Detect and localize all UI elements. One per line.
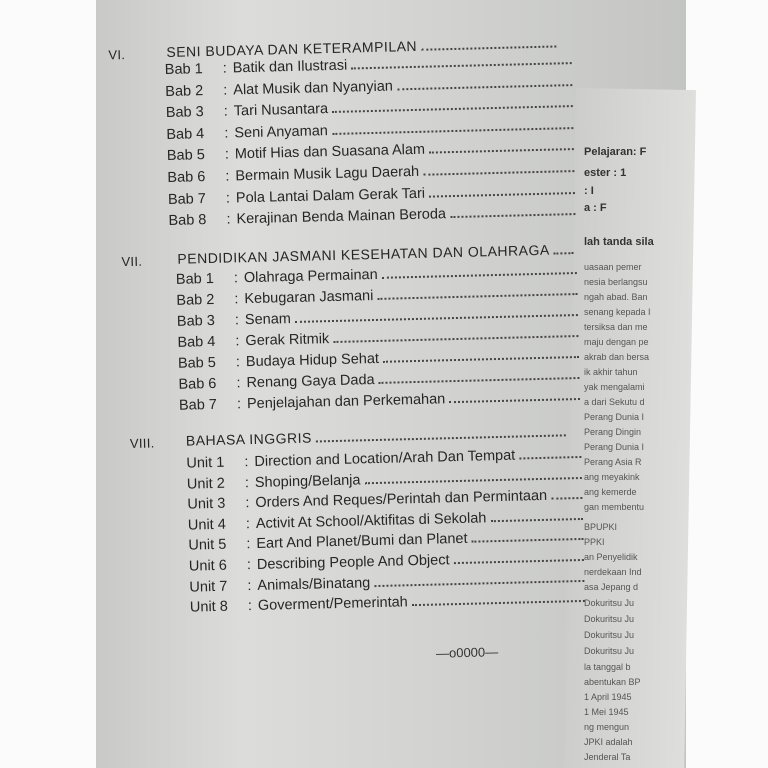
dot-leader [316,424,566,442]
page-footer-ornament: —o0000— [435,644,499,661]
toc-entry [166,117,573,143]
entry-colon: : [234,312,240,329]
dot-leader [471,528,583,543]
entry-colon: : [233,270,239,287]
adjacent-page-line: BPUPKI [584,522,618,532]
entry-title: Renang Gaya Dada [246,372,375,392]
adjacent-page-line: Perang Dunia I [584,442,645,452]
entry-code: Bab 1 [164,61,203,79]
entry-title: Senam [244,311,292,329]
adjacent-page-line: Dokuritsu Ju [584,630,635,640]
entry-colon: : [247,577,252,594]
adjacent-page-line: ngah abad. Ban [584,292,648,302]
entry-code: Bab 4 [166,125,205,143]
section-title-text: SENI BUDAYA DAN KETERAMPILAN [166,37,418,60]
toc-entry [166,95,574,121]
adjacent-page-line: la tanggal b [584,662,631,672]
adjacent-page-line: Pelajaran: F [584,146,647,158]
dot-leader [519,446,581,460]
entry-colon: : [225,168,230,185]
adjacent-page-line: 1 Mei 1945 [584,707,629,717]
adjacent-page-line: abentukan BP [584,677,641,687]
entry-colon: : [235,354,241,371]
entry-title: Gerak Ritmik [245,331,330,350]
dot-leader [383,346,579,363]
adjacent-page-line: JPKI adalah [584,737,633,747]
adjacent-page-line: Dokuritsu Ju [584,614,635,624]
adjacent-page-line: Perang Dingin [584,427,642,437]
section-number: VI. [108,47,126,63]
entry-colon: : [246,557,252,574]
entry-code: Bab 7 [178,396,218,414]
dot-leader [374,570,584,587]
adjacent-page-line: senang kepada I [584,307,651,317]
adjacent-page-line: Dokuritsu Ju [584,646,635,656]
dot-leader [412,590,585,606]
entry-title: Orders And Reques/Perintah dan Permintaan [255,488,548,512]
entry-title: Olahraga Permainan [243,266,378,287]
entry-title: Kebugaran Jasmani [244,288,374,308]
entry-title: Budaya Hidup Sehat [245,350,380,371]
entry-title: Pola Lantai Dalam Gerak Tari [235,185,426,206]
dot-leader [453,549,583,564]
entry-title: Kerajinan Benda Mainan Beroda [236,206,447,228]
adjacent-page-line: : I [584,185,594,197]
entry-code: Bab 3 [176,312,216,330]
entry-code: Bab 5 [177,354,217,372]
dot-leader [429,138,574,154]
dot-leader [295,304,578,323]
adjacent-page-line: yak mengalami [584,382,645,392]
dot-leader [429,182,575,198]
toc-entry [190,590,585,616]
toc-entry [179,388,581,414]
adjacent-page-line: Perang Dunia I [584,412,645,422]
adjacent-page-line: asa Jepang d [584,582,639,592]
entry-title: Bermain Musik Lagu Daerah [235,163,420,185]
entry-code: Bab 4 [177,333,216,351]
entry-colon: : [236,396,242,413]
entry-title: Shoping/Belanja [254,471,361,491]
adjacent-page-line: gan membentu [584,502,645,512]
entry-colon: : [225,190,231,207]
section-number: VII. [121,253,143,270]
toc-entry [167,138,574,164]
entry-colon: : [234,291,239,308]
entry-title: Penjelajahan dan Perkemahan [246,391,446,413]
dot-leader [351,52,572,69]
adjacent-page-line: akrab dan bersa [584,352,650,362]
dot-leader [381,262,576,279]
adjacent-page-line: nerdekaan Ind [584,567,642,577]
entry-title: Eart And Planet/Bumi dan Planet [256,531,468,553]
entry-code: Bab 5 [166,147,206,165]
entry-code: Bab 3 [165,104,204,122]
dot-leader [397,74,572,90]
entry-code: Bab 2 [165,82,204,100]
entry-colon: : [244,474,250,491]
entry-colon: : [246,536,251,553]
entry-colon: : [226,211,231,228]
adjacent-page-line: Dokuritsu Ju [584,598,635,608]
entry-code: Bab 1 [175,270,215,288]
entry-code: Bab 7 [167,190,207,208]
adjacent-page-line: nesia berlangsu [584,277,648,287]
dot-leader [554,242,574,254]
entry-title: Goverment/Pemerintah [257,594,408,615]
adjacent-page-line: ng mengun [584,722,630,732]
dot-leader [378,367,579,384]
entry-code: Unit 1 [186,454,225,472]
entry-colon: : [235,333,240,350]
adjacent-page-line: ang meyakink [584,472,640,482]
entry-colon: : [224,125,229,142]
dot-leader [333,325,578,343]
toc-entry [165,74,572,100]
entry-colon: : [223,82,228,99]
section-title-text: PENDIDIKAN JASMANI KESEHATAN DAN OLAHRAGA [177,241,550,267]
adjacent-page-line: ik akhir tahun [584,367,638,377]
dot-leader [332,95,573,113]
adjacent-page-line: Jenderal Ta [584,752,631,762]
entry-code: Unit 2 [186,475,226,493]
entry-colon: : [244,454,249,471]
dot-leader [450,203,575,218]
entry-title: Batik dan Ilustrasi [232,57,348,77]
entry-code: Unit 6 [188,557,228,575]
entry-code: Bab 6 [178,375,217,393]
dot-leader [377,283,577,300]
adjacent-page-line: ester : 1 [584,167,627,179]
adjacent-page-line: maju dengan pe [584,337,649,347]
dot-leader [551,487,582,500]
adjacent-page-line: lah tanda sila [584,236,654,248]
adjacent-page-line: PPKI [584,537,605,547]
entry-colon: : [245,495,250,512]
entry-code: Unit 8 [189,598,229,616]
dot-leader [364,467,581,484]
entry-title: Describing People And Object [256,552,450,573]
adjacent-page-line: a : F [584,202,607,214]
entry-code: Unit 3 [187,495,226,513]
entry-colon: : [222,60,228,77]
entry-code: Unit 7 [189,578,228,596]
entry-title: Direction and Location/Arah Dan Tempat [254,447,516,470]
adjacent-page-line: uasaan pemer [584,262,642,272]
entry-colon: : [245,515,251,532]
adjacent-page-line: 1 April 1945 [584,692,632,702]
section-number: VIII. [129,435,155,452]
dot-leader [332,117,573,135]
adjacent-page-line: a dari Sekutu d [584,397,645,407]
entry-title: Alat Musik dan Nyanyian [233,78,394,98]
toc-entry [168,203,575,229]
entry-title: Motif Hias dan Suasana Alam [234,142,426,163]
adjacent-page-line: Perang Asia R [584,457,642,467]
entry-colon: : [247,598,253,615]
adjacent-page-line: ang kemerde [584,487,637,497]
toc-entry [167,160,574,186]
dot-leader [423,160,574,176]
entry-title: Tari Nusantara [233,101,329,120]
entry-colon: : [236,375,241,392]
entry-code: Bab 8 [168,212,207,230]
entry-code: Unit 4 [187,516,227,534]
adjacent-page-line: an Penyelidik [584,552,638,562]
toc-entry [168,182,575,208]
entry-colon: : [224,146,230,163]
entry-code: Bab 6 [167,169,206,187]
section-title-text: BAHASA INGGRIS [185,429,313,449]
adjacent-page-line: tersiksa dan me [584,322,648,332]
entry-title: Activit At School/Aktifitas di Sekolah [255,510,487,532]
entry-code: Unit 5 [188,537,227,554]
section-title [186,423,566,448]
entry-title: Seni Anyaman [234,122,329,142]
entry-code: Bab 2 [176,291,215,309]
entry-title: Animals/Binatang [257,574,371,594]
entry-colon: : [223,103,229,120]
dot-leader [490,508,582,522]
dot-leader [421,35,556,50]
dot-leader [449,388,580,403]
